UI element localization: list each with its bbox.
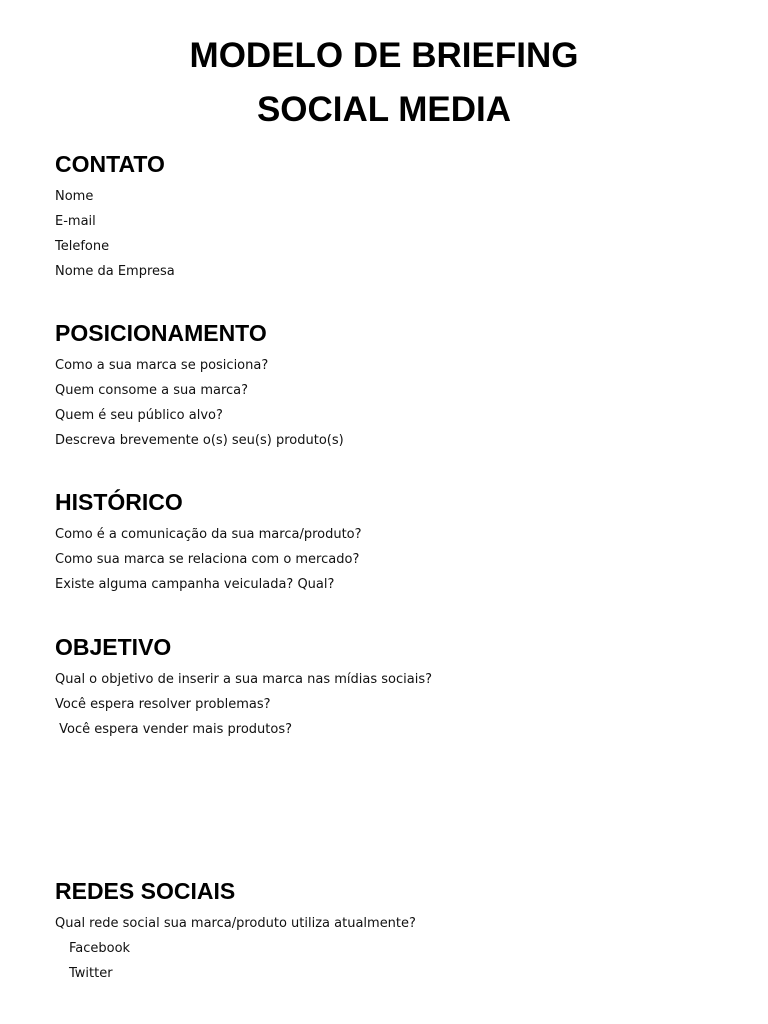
question-list (55, 667, 745, 742)
section-objetivo (55, 633, 745, 742)
section-heading: OBJETIVO (55, 634, 172, 660)
question-item: Você espera vender mais produtos? (55, 722, 292, 737)
section-redes-sociais (55, 877, 745, 986)
social-network-option: Facebook (69, 941, 131, 956)
field-label: Nome (55, 189, 94, 204)
section-heading: CONTATO (55, 151, 165, 177)
question-item: Como a sua marca se posiciona? (55, 358, 269, 373)
section-historico (55, 488, 745, 597)
question-item: Você espera resolver problemas? (55, 697, 271, 712)
question-item: Existe alguma campanha veiculada? Qual? (55, 577, 335, 592)
question-list (55, 353, 745, 453)
question-item: Qual o objetivo de inserir a sua marca nas mídias sociais? (55, 672, 433, 687)
field-label: Nome da Empresa (55, 264, 175, 279)
field-label: E-mail (55, 214, 96, 229)
question-list (55, 911, 745, 986)
section-heading: REDES SOCIAIS (55, 878, 236, 904)
question-item: Como é a comunicação da sua marca/produto? (55, 527, 362, 542)
question-item: Quem é seu público alvo? (55, 408, 223, 423)
section-contato (55, 150, 745, 284)
question-list (55, 522, 745, 597)
section-heading: HISTÓRICO (55, 489, 183, 515)
document-title-line-1: MODELO DE BRIEFING (189, 36, 579, 75)
section-posicionamento (55, 319, 745, 453)
field-label: Telefone (55, 239, 110, 254)
question-item: Qual rede social sua marca/produto utiliza atualmente? (55, 916, 416, 931)
question-item: Quem consome a sua marca? (55, 383, 249, 398)
document-title-line-2: SOCIAL MEDIA (256, 90, 512, 129)
social-network-option: Twitter (69, 966, 113, 981)
section-heading: POSICIONAMENTO (55, 320, 267, 346)
question-item: Descreva brevemente o(s) seu(s) produto(s) (55, 433, 344, 448)
field-list (55, 184, 745, 284)
question-item: Como sua marca se relaciona com o mercado? (55, 552, 360, 567)
